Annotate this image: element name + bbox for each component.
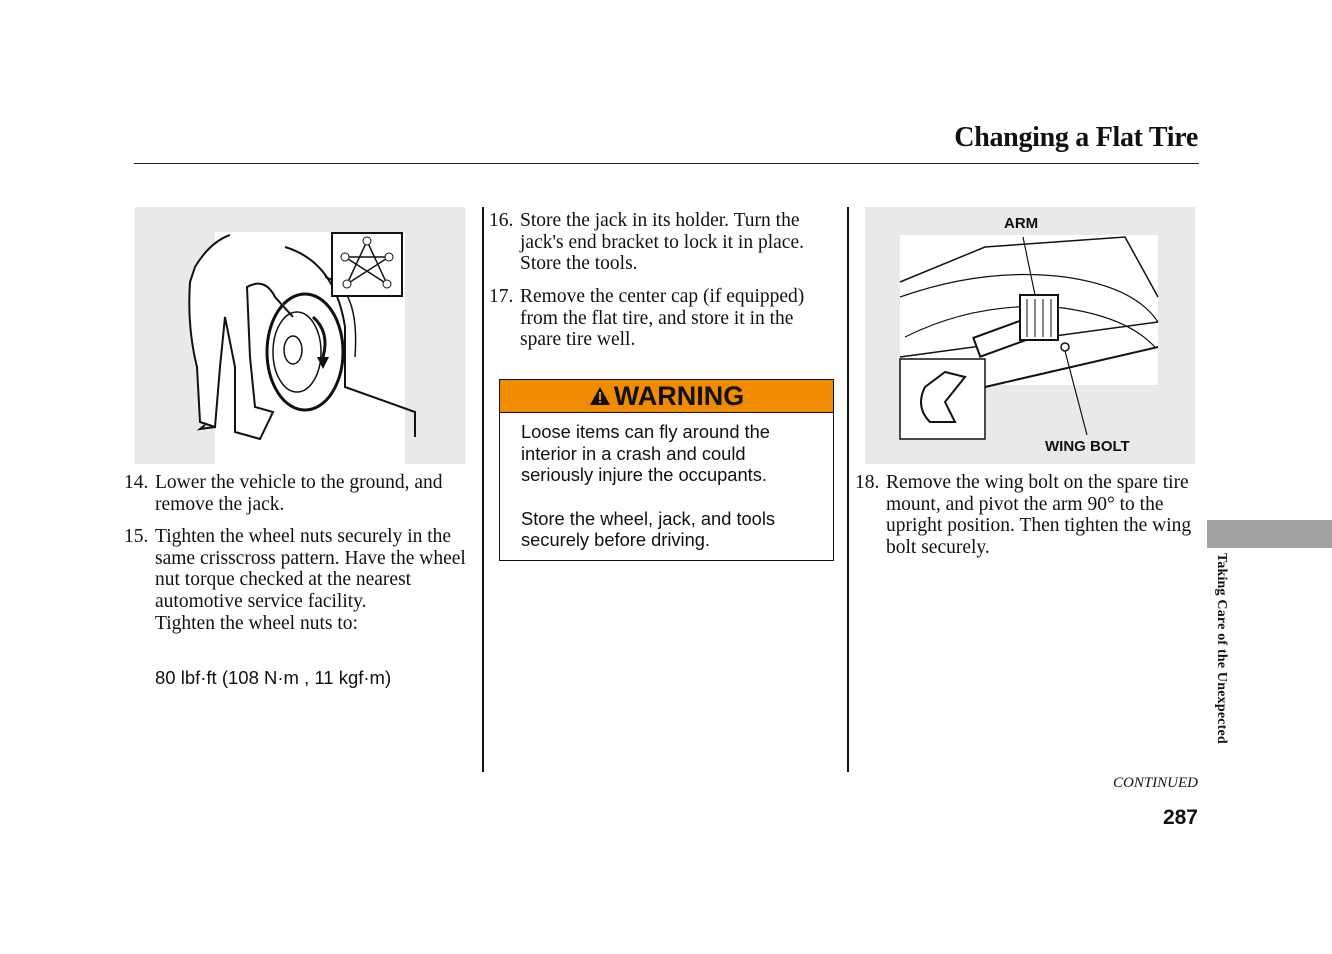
warning-triangle-icon <box>589 386 611 406</box>
step-number: 17. <box>489 286 514 307</box>
warning-line: Loose items can fly around the interior in a crash and could seriously injure the occupants. <box>521 421 770 485</box>
page-number: 287 <box>1162 806 1198 829</box>
torque-spec: 80 lbf·ft (108 N·m , 11 kgf·m) <box>155 667 392 688</box>
step-18 <box>855 472 1200 559</box>
warning-body <box>500 413 833 551</box>
step-text: Lower the vehicle to the ground, and remove the jack. <box>155 472 443 515</box>
step-text: Remove the wing bolt on the spare tire mount, and pivot the arm 90° to the upright position. Then tighten the wing bolt securely. <box>886 472 1192 559</box>
warning-line: Store the wheel, jack, and tools securely before driving. <box>521 507 776 550</box>
page-title: Changing a Flat Tire <box>954 122 1198 153</box>
step-16 <box>489 210 829 275</box>
step-number: 14. <box>124 472 149 493</box>
step-number: 18. <box>855 472 880 493</box>
continued-note: CONTINUED <box>1112 775 1198 791</box>
spare-tire-mount-illustration <box>865 207 1195 464</box>
step-text: Tighten the wheel nuts securely in the same crisscross pattern. Have the wheel nut torque checked at the nearest automotive service facility. <box>155 526 466 613</box>
step-number: 15. <box>124 526 149 547</box>
step-14 <box>124 472 469 515</box>
column-divider-left <box>482 207 484 772</box>
step-17 <box>489 286 829 351</box>
column-divider-right <box>847 207 849 772</box>
step-number: 16. <box>489 210 514 231</box>
step-extra: Tighten the wheel nuts to: <box>155 612 358 634</box>
step-text: Remove the center cap (if equipped) from the flat tire, and store it in the spare tire well. <box>520 286 805 351</box>
wheel-nut-illustration <box>135 207 465 464</box>
wheel-nut-drawing <box>135 207 465 464</box>
wing-bolt-label: WING BOLT <box>1045 438 1130 455</box>
warning-header <box>500 380 833 413</box>
spare-tire-drawing <box>865 207 1195 464</box>
step-15 <box>124 526 469 635</box>
warning-box <box>499 379 834 561</box>
arm-label: ARM <box>1004 215 1039 232</box>
warning-title: WARNING <box>613 380 745 411</box>
section-tab <box>1207 520 1332 548</box>
title-divider <box>134 163 1199 164</box>
step-text: Store the jack in its holder. Turn the jack's end bracket to lock it in place. Store the tools. <box>520 210 804 275</box>
section-tab-label: Taking Care of the Unexpected <box>1214 553 1229 744</box>
